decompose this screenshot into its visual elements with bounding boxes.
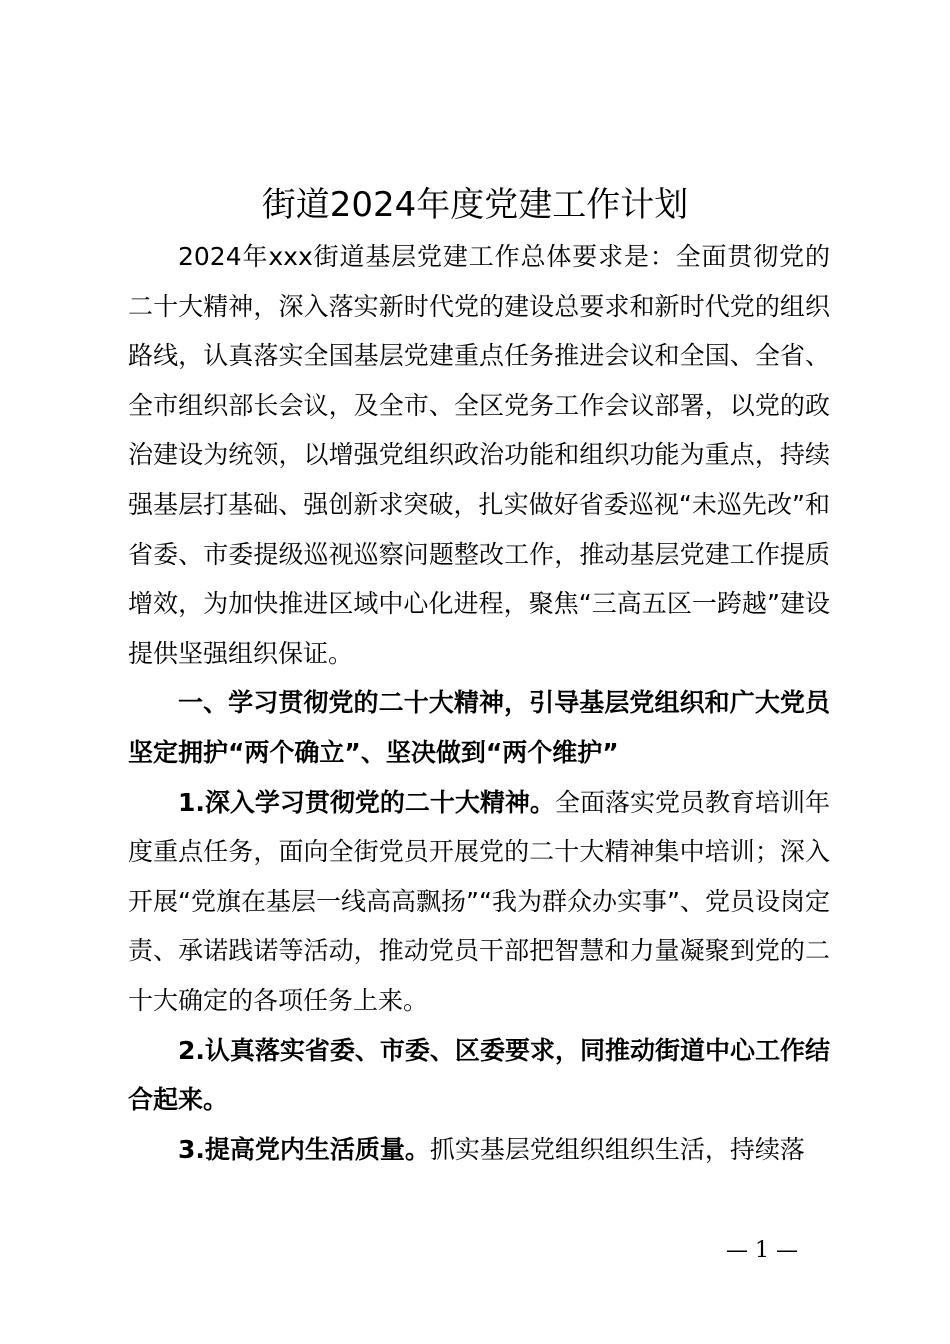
item-3-text: 抓实基层党组织组织生活，持续落 bbox=[429, 1134, 805, 1164]
item-3-lead: 3.提高党内生活质量。 bbox=[178, 1134, 430, 1164]
item-1-text: 全面落实党员教育培训年度重点任务，面向全街党员开展党的二十大精神集中培训；深入开展“党旗在基层一线高高飘扬”“我为群众办实事”、党员设岗定责、承诺践诺等活动，推动党员干部把智慧和力量凝聚到党的二十大确定的各项任务上来。 bbox=[128, 787, 830, 1015]
item-1-lead: 1.深入学习贯彻党的二十大精神。 bbox=[178, 787, 555, 817]
intro-paragraph: 2024年xxx街道基层党建工作总体要求是：全面贯彻党的二十大精神，深入落实新时代党的建设总要求和新时代党的组织路线，认真落实全国基层党建重点任务推进会议和全国、全省、全市组织部长会议，及全市、全区党务工作会议部署，以党的政治建设为统领，以增强党组织政治功能和组织功能为重点，持续强基层打基础、强创新求突破，扎实做好省委巡视“未巡先改”和省委、市委提级巡视巡察问题整改工作，推动基层党建工作提质增效，为加快推进区域中心化进程，聚焦“三高五区一跨越”建设提供坚强组织保证。 bbox=[128, 242, 830, 668]
item-2-lead: 2.认真落实省委、市委、区委要求，同推动街道中心工作结合起来。 bbox=[128, 1035, 830, 1115]
page-number: — 1 — bbox=[726, 1238, 798, 1263]
item-3-paragraph bbox=[128, 1125, 830, 1175]
document-title: 街道2024年度党建工作计划 bbox=[261, 185, 689, 225]
document-body bbox=[128, 232, 830, 1174]
item-2-paragraph bbox=[128, 1026, 830, 1125]
item-1-paragraph bbox=[128, 778, 830, 1026]
section-heading-1: 一、学习贯彻党的二十大精神，引导基层党组织和广大党员坚定拥护“两个确立”、坚决做到“两个维护” bbox=[128, 688, 830, 767]
